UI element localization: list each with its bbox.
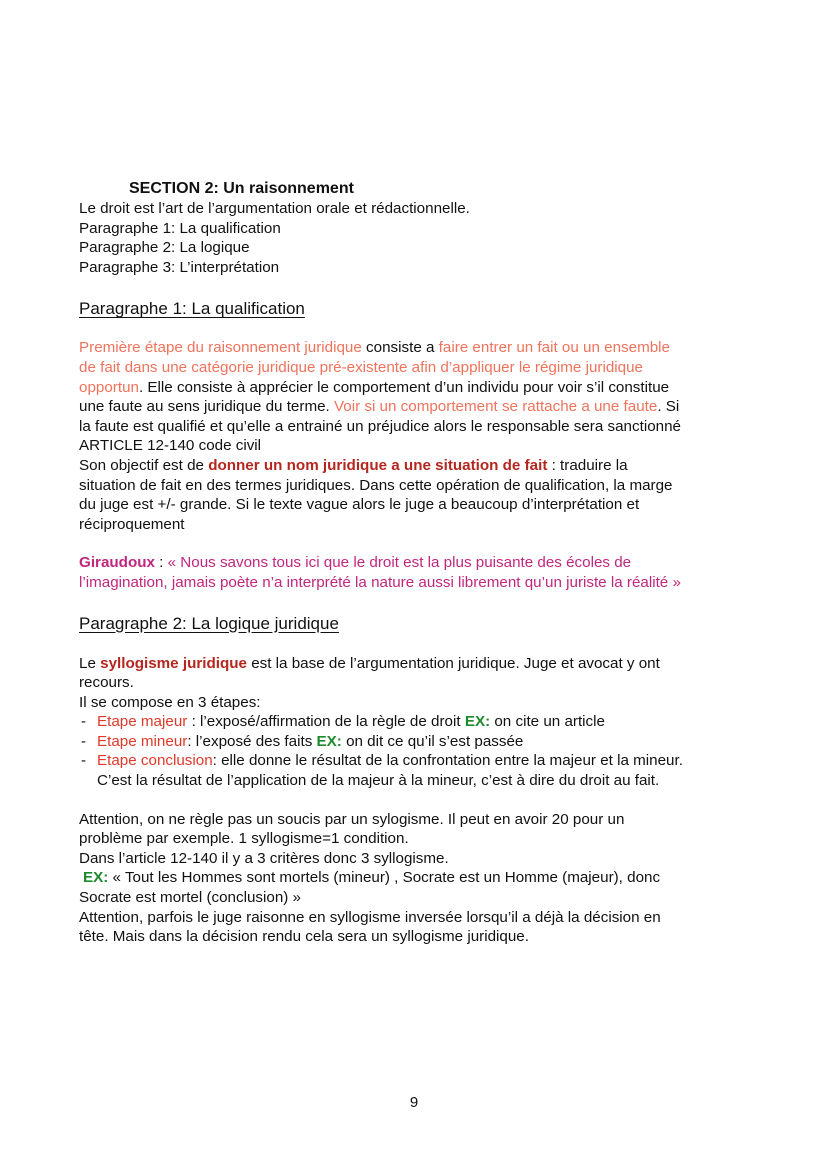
highlight-text: Première étape du raisonnement juridique xyxy=(79,339,362,357)
document-page xyxy=(79,178,759,947)
bullet-dash: - xyxy=(81,732,87,750)
body-text: réciproquement xyxy=(79,515,185,533)
body-text: problème par exemple. 1 syllogisme=1 condition. xyxy=(79,830,409,848)
qualification-text xyxy=(79,338,759,534)
section-title: SECTION 2: Un raisonnement xyxy=(129,180,354,197)
body-text: est la base de l’argumentation juridique. Juge et avocat y ont xyxy=(246,654,660,672)
list-item xyxy=(79,751,759,771)
body-text: C’est la résultat de l’application de la majeur à la mineur, c’est à dire du droit au fait. xyxy=(97,772,660,790)
body-text: tête. Mais dans la décision rendu cela sera un syllogisme juridique. xyxy=(79,928,529,946)
step-name: Etape majeur xyxy=(97,713,188,731)
body-text: : traduire la xyxy=(547,456,628,474)
body-text: « Tout les Hommes sont mortels (mineur) , Socrate est un Homme (majeur), donc xyxy=(108,869,661,887)
list-item xyxy=(79,712,759,732)
example-label: EX: xyxy=(316,732,342,750)
logic-text xyxy=(79,654,759,947)
page-number: 9 xyxy=(409,1094,419,1111)
quote-author: Giraudoux xyxy=(79,554,155,572)
quote-separator: : xyxy=(154,554,168,572)
body-text: situation de fait en des termes juridiques. Dans cette opération de qualification, la marge xyxy=(79,476,673,494)
toc-item: Paragraphe 1: La qualification xyxy=(79,219,281,237)
step-name: Etape conclusion xyxy=(97,752,213,770)
bullet-dash: - xyxy=(81,713,87,731)
quote-text: l’imagination, jamais poète n’a interprété la nature aussi librement qu’un juriste la réalité » xyxy=(79,573,681,591)
key-phrase: donner un nom juridique a une situation de fait xyxy=(208,456,548,474)
body-text: consiste a xyxy=(361,339,439,357)
highlight-text: opportun xyxy=(79,378,139,396)
body-text: on dit ce qu’il s’est passée xyxy=(341,732,524,750)
body-text: . Si xyxy=(657,398,680,416)
body-text: : l’exposé des faits xyxy=(187,732,317,750)
body-text: du juge est +/- grande. Si le texte vague alors le juge a beaucoup d’interprétation et xyxy=(79,496,640,514)
quote-block xyxy=(79,553,759,592)
body-text: Attention, on ne règle pas un soucis par un sylogisme. Il peut en avoir 20 pour un xyxy=(79,810,625,828)
body-text: une faute au sens juridique du terme. xyxy=(79,398,334,416)
body-text: : l’exposé/affirmation de la règle de droit xyxy=(187,713,465,731)
body-text: recours. xyxy=(79,674,134,692)
body-text: on cite un article xyxy=(490,713,605,731)
body-text: Son objectif est de xyxy=(79,456,209,474)
body-text: Le xyxy=(79,654,101,672)
bullet-dash: - xyxy=(81,752,87,770)
body-text: . Elle consiste à apprécier le comportement d’un individu pour voir s’il constitue xyxy=(138,378,670,396)
body-text: Dans l’article 12-140 il y a 3 critères donc 3 syllogisme. xyxy=(79,849,449,867)
body-text: Il se compose en 3 étapes: xyxy=(79,693,261,711)
paragraph-2-heading: Paragraphe 2: La logique juridique xyxy=(79,613,339,633)
highlight-text: de fait dans une catégorie juridique pré-existente afin d’appliquer le régime juridique xyxy=(79,358,643,376)
body-text: la faute est qualifié et qu’elle a entrainé un préjudice alors le responsable sera sanctionné xyxy=(79,417,681,435)
key-phrase: syllogisme juridique xyxy=(100,654,247,672)
example-label: EX: xyxy=(83,869,109,887)
body-text: : elle donne le résultat de la confrontation entre la majeur et la mineur. xyxy=(212,752,683,770)
section-intro: Le droit est l’art de l’argumentation orale et rédactionnelle. xyxy=(79,200,470,217)
highlight-text: faire entrer un fait ou un ensemble xyxy=(438,339,670,357)
step-name: Etape mineur xyxy=(97,732,188,750)
highlight-text: Voir si un comportement se rattache a une faute xyxy=(333,398,658,416)
example-label: EX: xyxy=(464,713,491,731)
list-item xyxy=(79,732,759,752)
quote-text: « Nous savons tous ici que le droit est la plus puisante des écoles de xyxy=(167,554,632,572)
paragraph-1-heading: Paragraphe 1: La qualification xyxy=(79,299,305,319)
toc-item: Paragraphe 2: La logique xyxy=(79,239,250,257)
toc-item: Paragraphe 3: L’interprétation xyxy=(79,258,280,276)
body-text: Attention, parfois le juge raisonne en syllogisme inversée lorsqu’il a déjà la décision en xyxy=(79,908,661,926)
body-text: Socrate est mortel (conclusion) » xyxy=(79,889,301,907)
body-text: ARTICLE 12-140 code civil xyxy=(79,437,262,455)
